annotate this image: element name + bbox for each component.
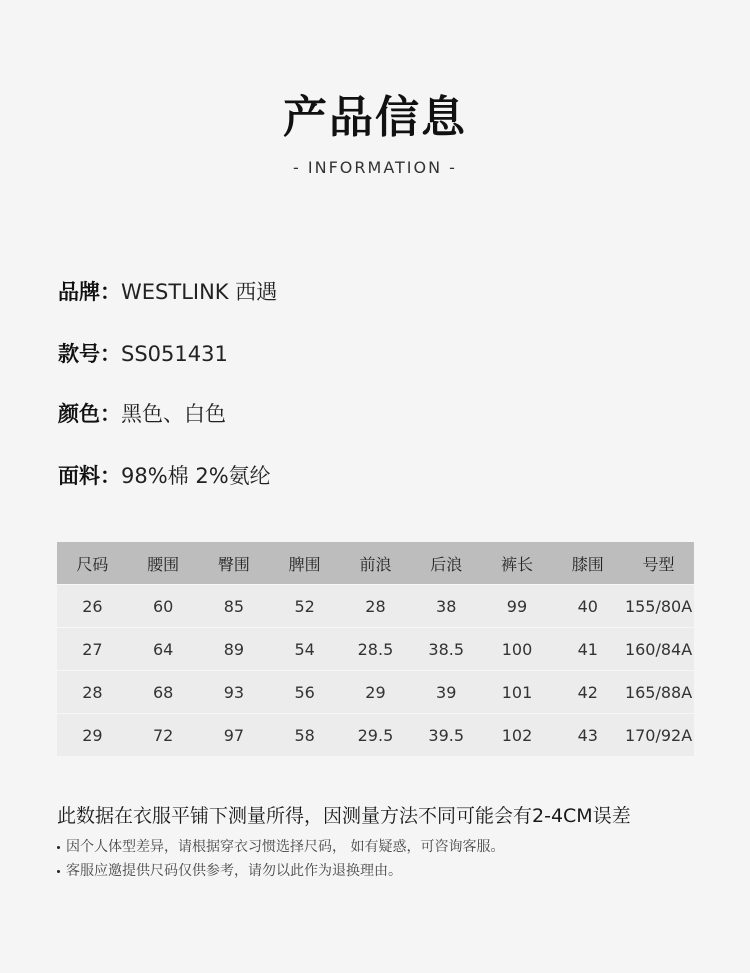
- table-row: [57, 585, 694, 628]
- info-row-fabric: [58, 460, 277, 492]
- col-header-length: 裤长: [482, 542, 553, 585]
- table-cell: 64: [128, 628, 199, 671]
- table-cell: 27: [57, 628, 128, 671]
- table-cell: 28: [57, 671, 128, 714]
- table-cell: 41: [552, 628, 623, 671]
- info-value-fabric: 98%棉 2%氨纶: [121, 464, 271, 488]
- table-row: [57, 714, 694, 757]
- bullet-icon: [57, 846, 60, 849]
- page-subtitle: - INFORMATION -: [293, 158, 457, 177]
- col-header-back-rise: 后浪: [411, 542, 482, 585]
- table-cell: 29: [340, 671, 411, 714]
- table-cell: 56: [269, 671, 340, 714]
- header-section: [0, 90, 750, 177]
- table-cell: 58: [269, 714, 340, 757]
- info-value-color: 黑色、白色: [121, 402, 226, 426]
- col-header-knee: 膝围: [552, 542, 623, 585]
- table-row: [57, 671, 694, 714]
- page-title: 产品信息: [283, 92, 467, 143]
- table-cell: 170/92A: [623, 714, 694, 757]
- table-cell: 29.5: [340, 714, 411, 757]
- size-table: [57, 542, 694, 756]
- info-label-color: 颜色：: [58, 402, 121, 426]
- info-value-brand: WESTLINK 西遇: [121, 280, 278, 304]
- col-header-thigh: 脾围: [269, 542, 340, 585]
- table-cell: 52: [269, 585, 340, 628]
- note-text: 客服应邀提供尺码仅供参考，请勿以此作为退换理由。: [66, 863, 402, 879]
- table-cell: 68: [128, 671, 199, 714]
- size-table-header-row: [57, 542, 694, 585]
- list-item: [57, 859, 504, 883]
- table-cell: 93: [199, 671, 270, 714]
- table-cell: 26: [57, 585, 128, 628]
- info-label-fabric: 面料：: [58, 464, 121, 488]
- table-cell: 29: [57, 714, 128, 757]
- table-row: [57, 628, 694, 671]
- table-cell: 28.5: [340, 628, 411, 671]
- list-item: [57, 835, 504, 859]
- table-cell: 28: [340, 585, 411, 628]
- col-header-fit: 号型: [623, 542, 694, 585]
- col-header-size: 尺码: [57, 542, 128, 585]
- info-row-color: [58, 398, 277, 430]
- table-cell: 38.5: [411, 628, 482, 671]
- note-text: 因个人体型差异，请根据穿衣习惯选择尺码， 如有疑惑，可咨询客服。: [66, 839, 505, 855]
- table-cell: 160/84A: [623, 628, 694, 671]
- table-cell: 54: [269, 628, 340, 671]
- table-cell: 39.5: [411, 714, 482, 757]
- table-cell: 155/80A: [623, 585, 694, 628]
- table-cell: 100: [482, 628, 553, 671]
- col-header-hip: 臀围: [199, 542, 270, 585]
- info-row-brand: [58, 276, 277, 308]
- table-cell: 99: [482, 585, 553, 628]
- product-info: [58, 276, 277, 492]
- table-cell: 43: [552, 714, 623, 757]
- table-cell: 38: [411, 585, 482, 628]
- table-cell: 165/88A: [623, 671, 694, 714]
- info-row-style: [58, 338, 277, 370]
- info-label-brand: 品牌：: [58, 280, 121, 304]
- table-cell: 97: [199, 714, 270, 757]
- table-cell: 72: [128, 714, 199, 757]
- notes-list: [57, 835, 504, 883]
- table-cell: 85: [199, 585, 270, 628]
- table-cell: 39: [411, 671, 482, 714]
- measurement-note: 此数据在衣服平铺下测量所得，因测量方法不同可能会有2-4CM误差: [57, 805, 631, 827]
- col-header-front-rise: 前浪: [340, 542, 411, 585]
- table-cell: 89: [199, 628, 270, 671]
- info-value-style: SS051431: [121, 342, 228, 366]
- table-cell: 101: [482, 671, 553, 714]
- table-cell: 42: [552, 671, 623, 714]
- table-cell: 102: [482, 714, 553, 757]
- bullet-icon: [57, 870, 60, 873]
- info-label-style: 款号：: [58, 342, 121, 366]
- table-cell: 40: [552, 585, 623, 628]
- col-header-waist: 腰围: [128, 542, 199, 585]
- table-cell: 60: [128, 585, 199, 628]
